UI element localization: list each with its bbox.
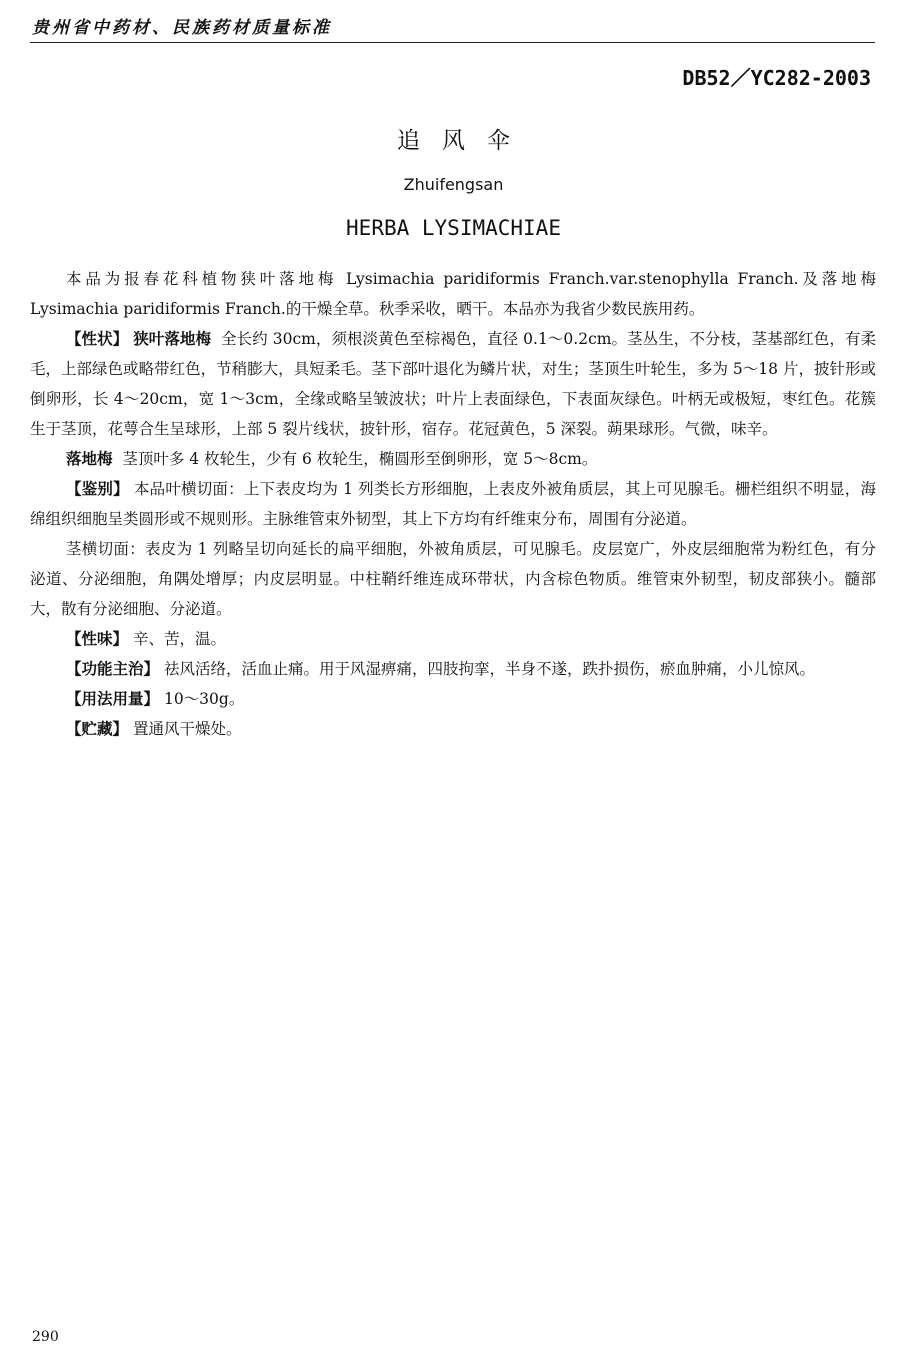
intro-paragraph [30, 264, 876, 324]
header-series-title: 贵州省中药材、民族药材质量标准 [32, 18, 332, 38]
nature-paragraph [30, 624, 876, 654]
identification-paragraph [30, 474, 876, 534]
identification-text: 本品叶横切面：上下表皮均为 1 列类长方形细胞，上表皮外被角质层，其上可见腺毛。栅栏组织不明显，海绵组织细胞呈类圆形或不规则形。主脉维管束外韧型，其上下方均有纤维束分布，周围有分泌道。 [30, 480, 876, 528]
character-sub-label: 狭叶落地梅 [133, 330, 212, 348]
function-text: 祛风活络，活血止痛。用于风湿痹痛，四肢拘挛，半身不遂，跌扑损伤，瘀血肿痛，小儿惊风。 [163, 660, 815, 678]
dosage-paragraph [30, 684, 876, 714]
standard-number: DB52／YC282-2003 [682, 66, 871, 90]
function-label: 【功能主治】 [66, 660, 160, 678]
identification-label: 【鉴别】 [66, 480, 129, 498]
nature-text: 辛、苦，温。 [132, 630, 226, 648]
variety-paragraph [30, 444, 876, 474]
intro-text: 本品为报春花科植物狭叶落地梅 Lysimachia paridiformis Franch.var.stenophylla Franch.及落地梅 Lysimachia paridiformis Franch.的干燥全草。秋季采收，晒干。本品亦为我省少数民族用药。 [30, 270, 876, 318]
header-divider [30, 42, 875, 43]
variety-label: 落地梅 [66, 450, 113, 468]
variety-text: 茎顶叶多 4 枚轮生，少有 6 枚轮生，椭圆形至倒卵形，宽 5～8cm。 [122, 450, 598, 468]
stem-section-text: 茎横切面：表皮为 1 列略呈切向延长的扁平细胞，外被角质层，可见腺毛。皮层宽广，外皮层细胞常为粉红色，有分泌道、分泌细胞，角隅处增厚；内皮层明显。中柱鞘纤维连成环带状，内含棕色物质。维管束外韧型，韧皮部狭小。髓部大，散有分泌细胞、分泌道。 [30, 540, 876, 618]
nature-label: 【性味】 [66, 630, 129, 648]
storage-text: 置通风干燥处。 [132, 720, 242, 738]
dosage-text: 10～30g。 [163, 690, 245, 708]
page-number: 290 [32, 1329, 59, 1345]
storage-label: 【贮藏】 [66, 720, 129, 738]
title-latin: HERBA LYSIMACHIAE [346, 216, 561, 240]
character-paragraph [30, 324, 876, 444]
dosage-label: 【用法用量】 [66, 690, 160, 708]
title-chinese: 追风伞 [397, 128, 532, 154]
function-paragraph [30, 654, 876, 684]
storage-paragraph [30, 714, 876, 744]
title-pinyin: Zhuifengsan [403, 175, 504, 194]
character-text: 全长约 30cm，须根淡黄色至棕褐色，直径 0.1～0.2cm。茎丛生，不分枝，茎基部红色，有柔毛，上部绿色或略带红色，节稍膨大，具短柔毛。茎下部叶退化为鳞片状，对生；茎顶生叶轮生，多为 5～18 片，披针形或倒卵形，长 4～20cm，宽 1～3cm，全缘或略呈皱波状；叶片上表面绿色，下表面灰绿色。叶柄无或极短，枣红色。花簇生于茎顶，花萼合生呈球形，上部 5 裂片线状，披针形，宿存。花冠黄色，5 深裂。蒴果球形。气微，味辛。 [30, 330, 876, 438]
document-body [30, 264, 876, 744]
character-label: 【性状】 [66, 330, 129, 348]
stem-section-paragraph [30, 534, 876, 624]
